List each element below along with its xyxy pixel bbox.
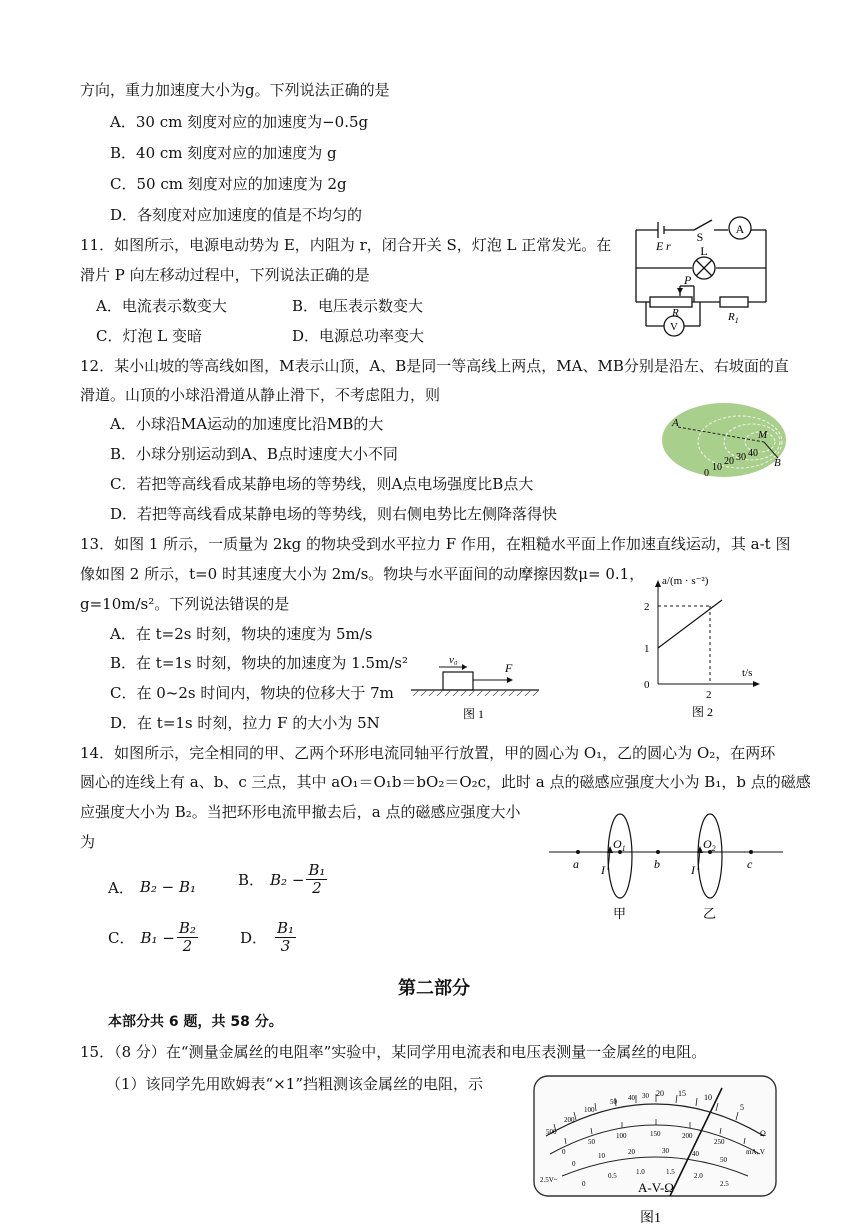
ohm-scale-500: 500 xyxy=(546,1128,557,1136)
q11-option-c: C．灯泡 L 变暗 xyxy=(96,327,202,345)
q11-option-b: B．电压表示数变大 xyxy=(292,297,424,315)
dc-scale-200: 200 xyxy=(682,1132,693,1140)
q10-option-c: C．50 cm 刻度对应的加速度为 2g xyxy=(110,175,347,193)
q11-option-d: D．电源总功率变大 xyxy=(292,327,425,345)
ac-scale-1-0: 1.0 xyxy=(636,1168,645,1176)
ohm-scale-30: 30 xyxy=(642,1092,649,1100)
a-tick-1: 1 xyxy=(644,643,650,655)
q12-option-b: B．小球分别运动到A、B点时速度大小不同 xyxy=(110,445,398,463)
q15-stem: 15．（8 分）在“测量金属丝的电阻率”实验中，某同学用电流表和电压表测量一金属丝的电阻。 xyxy=(80,1043,707,1061)
q13-stem-3: g=10m/s²。下列说法错误的是 xyxy=(80,595,290,613)
q10-option-d: D．各刻度对应加速度的值是不均匀的 xyxy=(110,206,363,224)
center-o2-label: $O_2$ xyxy=(703,837,716,853)
ohm-scale-5: 5 xyxy=(740,1103,744,1112)
ring-yi-label: 乙 xyxy=(703,906,717,921)
dc-scale-150: 150 xyxy=(650,1130,661,1138)
low-scale-10: 10 xyxy=(598,1152,605,1160)
ohm-scale-15: 15 xyxy=(678,1089,686,1098)
q13-option-b: B．在 t=1s 时刻，物块的加速度为 1.5m/s² xyxy=(110,654,409,672)
current-i-label-1: I xyxy=(601,863,605,877)
low-scale-20: 20 xyxy=(628,1148,635,1156)
q10-option-a: A．30 cm 刻度对应的加速度为−0.5g xyxy=(110,113,369,131)
q10-option-b: B．40 cm 刻度对应的加速度为 g xyxy=(110,144,337,162)
q11-stem-1: 11．如图所示，电源电动势为 E，内阻为 r，闭合开关 S，灯泡 L 正常发光。在 xyxy=(80,236,612,254)
low-scale-50: 50 xyxy=(720,1156,727,1164)
emf-label: E xyxy=(656,239,664,253)
dc-scale-0: 0 xyxy=(562,1148,566,1156)
voltmeter-label: V xyxy=(670,321,678,333)
multimeter-figure xyxy=(532,1074,780,1224)
meter-center-label: A-V-Ω xyxy=(638,1180,674,1195)
ohm-scale-20: 20 xyxy=(656,1089,664,1098)
q13-option-d: D．在 t=1s 时刻，拉力 F 的大小为 5N xyxy=(110,714,380,732)
low-scale-30: 30 xyxy=(662,1147,669,1155)
q14-stem-3: 应强度大小为 B₂。当把环形电流甲撤去后，a 点的磁感应强度大小 xyxy=(80,803,521,821)
q13-stem-1: 13．如图 1 所示，一质量为 2kg 的物块受到水平拉力 F 作用，在粗糙水平面上作加速直线运动，其 a-t 图 xyxy=(80,535,791,553)
ohm-symbol: Ω xyxy=(760,1129,766,1138)
contour-tick-0: 0 xyxy=(704,468,709,479)
unit-ma-v: mA, V xyxy=(746,1148,765,1156)
q13-option-a: A．在 t=2s 时刻，物块的速度为 5m/s xyxy=(110,625,373,643)
current-i-label-2: I xyxy=(691,863,695,877)
q14-option-d: D． $\frac{\text{B₁}}{3}$ xyxy=(240,919,295,955)
ac-scale-0: 0 xyxy=(582,1180,586,1188)
q14-stem-2: 圆心的连线上有 a、b、c 三点，其中 aO₁＝O₁b＝bO₂＝O₂c，此时 a 点的磁感应强度大小为 B₁，b 点的磁感 xyxy=(80,773,811,791)
internal-resistance-label: r xyxy=(666,239,671,253)
t-axis-label: t/s xyxy=(742,667,753,679)
q14-stem-1: 14．如图所示，完全相同的甲、乙两个环形电流同轴平行放置，甲的圆心为 O₁，乙的圆心为 O₂，在两环 xyxy=(80,744,776,762)
q14-option-c-fraction: $\frac{\text{B₂}}{2}$ xyxy=(178,919,196,955)
summit-m-label: M xyxy=(758,429,768,441)
dc-scale-250: 250 xyxy=(714,1138,725,1146)
t-tick-2: 2 xyxy=(706,689,712,701)
contour-tick-20: 20 xyxy=(724,456,734,467)
point-a-label: a xyxy=(573,857,579,871)
ohm-scale-40: 40 xyxy=(628,1094,635,1102)
force-f-label: F xyxy=(505,661,513,675)
q14-rings-figure xyxy=(545,808,787,926)
q11-circuit-figure xyxy=(628,208,776,348)
q12-stem-1: 12．某小山坡的等高线如图，M表示山顶，A、B是同一等高线上两点，MA、MB分别是沿左、右坡面的直 xyxy=(80,357,789,375)
ohm-scale-10: 10 xyxy=(704,1093,712,1102)
point-a-label: A xyxy=(672,417,679,429)
contour-tick-30: 30 xyxy=(736,452,746,463)
q13-figure-2 xyxy=(628,572,768,720)
ring-jia-label: 甲 xyxy=(613,906,627,921)
initial-velocity-label: v₀ xyxy=(449,654,458,666)
dc-scale-50: 50 xyxy=(588,1138,595,1146)
q13-option-c: C．在 0~2s 时间内，物块的位移大于 7m xyxy=(110,684,394,702)
part-two-note: 本部分共 6 题，共 58 分。 xyxy=(108,1014,283,1030)
rheostat-label: R xyxy=(672,307,679,319)
meter-caption: 图1 xyxy=(640,1211,661,1224)
q14-option-b: B． B₂ − $\frac{\text{B₁}}{2}$ xyxy=(238,861,326,897)
figure-1-caption: 图 1 xyxy=(463,707,485,721)
unit-ac-2-5v: 2.5V~ xyxy=(540,1176,558,1184)
ac-scale-1-5: 1.5 xyxy=(666,1168,675,1176)
ohm-scale-200: 200 xyxy=(564,1116,575,1124)
slider-label: P xyxy=(684,273,692,287)
q11-option-a: A．电流表示数变大 xyxy=(96,297,227,315)
q14-stem-4: 为 xyxy=(80,833,96,851)
q14-option-b-fraction: $\frac{\text{B₁}}{2}$ xyxy=(308,861,326,897)
lamp-label: L xyxy=(700,244,708,258)
switch-label: S xyxy=(696,230,704,244)
ammeter-label: A xyxy=(735,222,745,236)
point-b-label: b xyxy=(654,857,660,871)
q12-option-d: D．若把等高线看成某静电场的等势线，则右侧电势比左侧降落得快 xyxy=(110,505,558,523)
q12-option-c: C．若把等高线看成某静电场的等势线，则A点电场强度比B点大 xyxy=(110,475,534,493)
q12-option-a: A．小球沿MA运动的加速度比沿MB的大 xyxy=(110,415,384,433)
q11-stem-2: 滑片 P 向左移动过程中，下列说法正确的是 xyxy=(80,266,370,284)
r1-label: $R_1$ xyxy=(728,311,739,325)
low-scale-0: 0 xyxy=(572,1160,576,1168)
ohm-scale-100: 100 xyxy=(584,1106,595,1114)
point-c-label: c xyxy=(747,857,753,871)
ac-scale-2-5: 2.5 xyxy=(720,1180,729,1188)
intro-line: 方向，重力加速度大小为g。下列说法正确的是 xyxy=(80,81,390,99)
origin-label: 0 xyxy=(644,679,650,691)
ac-scale-0-5: 0.5 xyxy=(608,1172,617,1180)
dc-scale-100: 100 xyxy=(616,1132,627,1140)
ac-scale-2-0: 2.0 xyxy=(694,1172,703,1180)
figure-2-caption: 图 2 xyxy=(692,705,714,719)
q13-figure-1 xyxy=(405,650,550,722)
q14-option-a-expr: B₂ − B₁ xyxy=(139,878,197,896)
part-two-title: 第二部分 xyxy=(398,978,470,999)
center-o1-label: $O_1$ xyxy=(613,837,626,853)
q15-sub-1: （1）该同学先用欧姆表“×1”挡粗测该金属丝的电阻，示 xyxy=(106,1075,483,1093)
point-b-label: B xyxy=(774,457,781,469)
acceleration-line xyxy=(658,600,722,648)
q14-option-d-fraction: $\frac{\text{B₁}}{3}$ xyxy=(277,919,295,955)
q13-stem-2: 像如图 2 所示，t=0 时其速度大小为 2m/s。物块与水平面间的动摩擦因数μ= 0.1， xyxy=(80,565,645,583)
a-axis-label: a/(m · s⁻²) xyxy=(662,575,709,587)
contour-tick-10: 10 xyxy=(712,462,722,473)
contour-tick-40: 40 xyxy=(748,448,758,459)
ohm-scale-50: 50 xyxy=(610,1098,617,1106)
q12-contour-figure xyxy=(660,400,790,480)
low-scale-40: 40 xyxy=(692,1150,699,1158)
a-tick-2: 2 xyxy=(644,601,650,613)
q14-option-c: C． B₁ − $\frac{\text{B₂}}{2}$ xyxy=(108,919,196,955)
q12-stem-2: 滑道。山顶的小球沿滑道从静止滑下，不考虑阻力，则 xyxy=(80,386,441,404)
q14-option-a: A． B₂ − B₁ xyxy=(108,878,197,897)
